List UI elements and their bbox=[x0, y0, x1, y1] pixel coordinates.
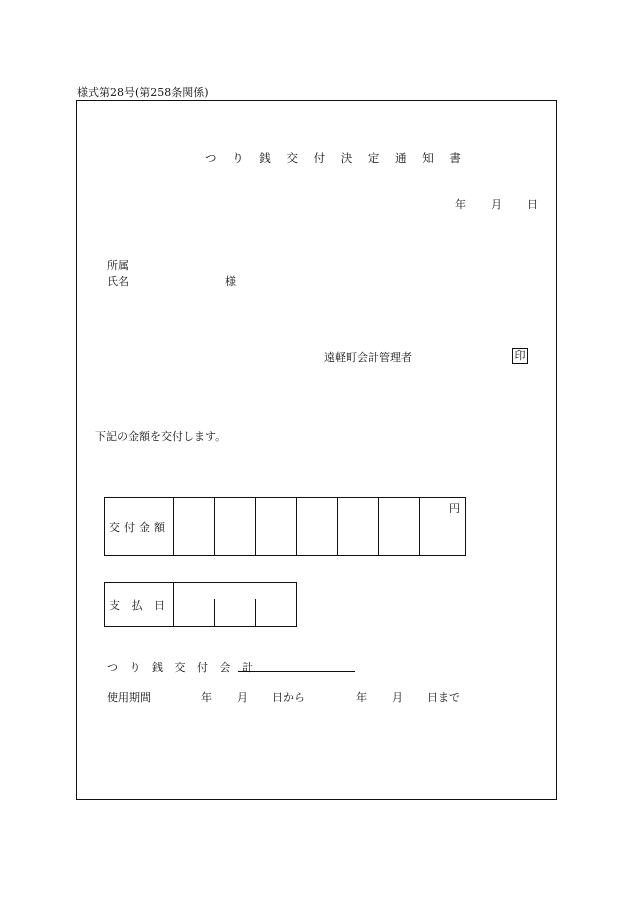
period-start-day: 日から bbox=[272, 691, 305, 704]
amount-digit-cell bbox=[338, 498, 379, 556]
document-title: つ り 銭 交 付 決 定 通 知 書 bbox=[205, 151, 467, 165]
amount-digit-cell bbox=[379, 498, 420, 556]
yen-unit-label: 円 bbox=[420, 498, 466, 556]
honorific-label: 様 bbox=[225, 275, 236, 288]
period-end-year: 年 bbox=[356, 691, 367, 704]
amount-table bbox=[104, 497, 466, 556]
period-start-month: 月 bbox=[237, 691, 248, 704]
payment-date-cell bbox=[174, 583, 297, 627]
affiliation-label: 所属 bbox=[107, 259, 129, 272]
period-end-day: 日まで bbox=[427, 691, 460, 704]
date-divider bbox=[214, 599, 215, 627]
amount-digit-cell bbox=[297, 498, 338, 556]
period-start-year: 年 bbox=[201, 691, 212, 704]
account-label: つ り 銭 交 付 会 計 bbox=[107, 661, 257, 674]
date-divider bbox=[255, 599, 256, 627]
amount-digit-cell bbox=[174, 498, 215, 556]
amount-digit-cell bbox=[256, 498, 297, 556]
name-label: 氏名 bbox=[107, 275, 129, 288]
payment-date-label: 支 払 日 bbox=[105, 583, 174, 627]
form-number: 様式第28号(第258条関係) bbox=[77, 86, 209, 99]
date-month-label: 月 bbox=[491, 198, 502, 211]
date-day-label: 日 bbox=[527, 198, 538, 211]
amount-digit-cell bbox=[215, 498, 256, 556]
payment-date-table bbox=[104, 582, 297, 627]
period-label: 使用期間 bbox=[107, 691, 151, 704]
account-underline bbox=[238, 671, 355, 672]
issuer-name: 遠軽町会計管理者 bbox=[324, 351, 412, 364]
amount-label: 交付金額 bbox=[105, 498, 174, 556]
body-text: 下記の金額を交付します。 bbox=[95, 430, 227, 443]
period-end-month: 月 bbox=[392, 691, 403, 704]
seal-mark: 印 bbox=[512, 348, 528, 364]
date-year-label: 年 bbox=[455, 198, 466, 211]
